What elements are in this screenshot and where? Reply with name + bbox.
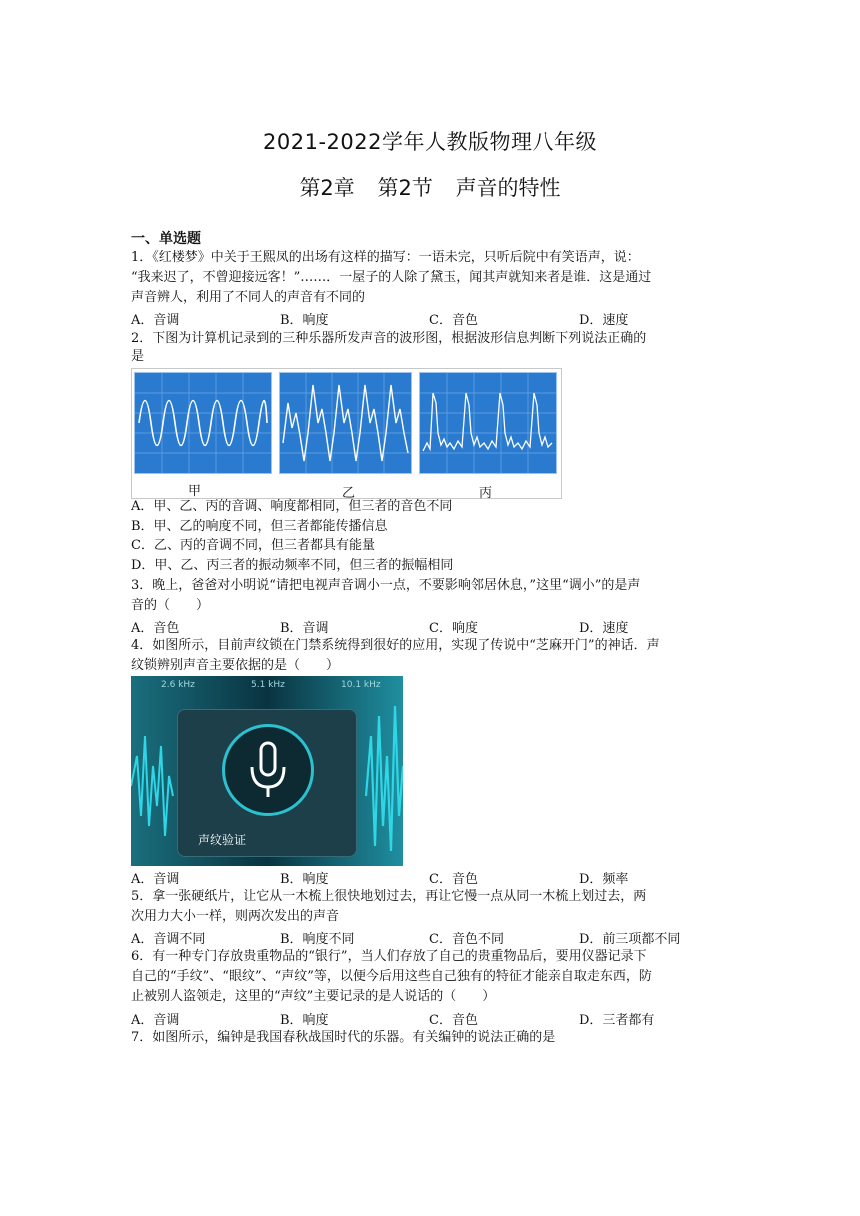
q5-option-a: A．音调不同: [131, 932, 206, 947]
q6-line-2: 自己的“手纹”、“眼纹”、“声纹”等，以便今后用这些自己独有的特征才能亲自取走东西，防: [131, 969, 652, 984]
q4-option-c: C．音色: [429, 872, 478, 887]
waveform-figure: [131, 368, 562, 499]
q3-option-c: C．响度: [429, 621, 478, 636]
q5-option-b: B．响度不同: [280, 932, 355, 947]
q5-option-c: C．音色不同: [429, 932, 504, 947]
freq-label-1: 2.6 kHz: [161, 680, 195, 690]
voiceprint-caption: 声纹验证: [198, 833, 247, 847]
q4-option-a: A．音调: [131, 872, 180, 887]
voiceprint-image: [131, 676, 403, 866]
waveform-panel-bing: [419, 372, 557, 474]
waveform-panel-yi: [279, 372, 412, 474]
q3-option-d: D．速度: [579, 621, 629, 636]
figure-label-yi: 乙: [342, 486, 356, 501]
figure-label-jia: 甲: [188, 484, 202, 499]
q3-option-a: A．音色: [131, 621, 180, 636]
freq-label-3: 10.1 kHz: [341, 680, 381, 690]
q6-option-c: C．音色: [429, 1013, 478, 1028]
q3-line-2: 音的（ ）: [131, 598, 210, 613]
q4-line-1: 4．如图所示，目前声纹锁在门禁系统得到很好的应用，实现了传说中“芝麻开门”的神话．声: [131, 638, 660, 653]
q1-line-3: 声音辨人，利用了不同人的声音有不同的: [131, 290, 366, 305]
q4-options: [131, 868, 731, 886]
q6-options: [131, 1009, 731, 1027]
microphone-icon: [222, 724, 314, 816]
q1-option-b: B．响度: [280, 313, 329, 328]
q4-line-2: 纹锁辨别声音主要依据的是（ ）: [131, 658, 340, 673]
q5-option-d: D．前三项都不同: [579, 932, 681, 947]
section-label: 第2节: [377, 176, 433, 200]
q3-options: [131, 617, 731, 635]
q5-options: [131, 928, 731, 946]
section-title: 一、单选题: [131, 231, 201, 247]
q2-choice-d: D．甲、乙、丙三者的振动频率不同，但三者的振幅相同: [131, 558, 454, 573]
figure-label-bing: 丙: [479, 486, 493, 501]
waveform-yi-graph: [280, 373, 411, 473]
chapter-label: 第2章: [299, 176, 355, 200]
q2-line-1: 2．下图为计算机记录到的三种乐器所发声音的波形图，根据波形信息判断下列说法正确的: [131, 331, 647, 346]
q1-option-d: D．速度: [579, 313, 629, 328]
q2-line-2: 是: [131, 349, 145, 364]
waveform-bing-graph: [420, 373, 556, 473]
q4-option-d: D．频率: [579, 872, 629, 887]
q5-line-1: 5．拿一张硬纸片，让它从一木梳上很快地划过去，再让它慢一点从同一木梳上划过去，两: [131, 889, 647, 904]
document-title: 2021-2022学年人教版物理八年级: [263, 130, 597, 154]
q7-line-1: 7．如图所示，编钟是我国春秋战国时代的乐器。有关编钟的说法正确的是: [131, 1030, 556, 1045]
q1-option-c: C．音色: [429, 313, 478, 328]
q6-line-3: 止被别人盗领走，这里的“声纹”主要记录的是人说话的（ ）: [131, 989, 496, 1004]
q1-line-1: 1．《红楼梦》中关于王熙凤的出场有这样的描写：一语未完，只听后院中有笑语声，说：: [131, 250, 640, 265]
q2-choice-a: A．甲、乙、丙的音调、响度都相同，但三者的音色不同: [131, 499, 453, 514]
chapter-heading: [0, 172, 860, 202]
q6-option-b: B．响度: [280, 1013, 329, 1028]
verification-card: [177, 709, 357, 857]
q6-line-1: 6．有一种专门存放贵重物品的“银行”，当人们存放了自己的贵重物品后，要用仪器记录下: [131, 949, 647, 964]
topic-label: 声音的特性: [455, 176, 561, 200]
q1-line-2: “我来迟了，不曾迎接远客！”……．一屋子的人除了黛玉，闻其声就知来者是谁．这是通过: [131, 270, 652, 285]
q6-option-a: A．音调: [131, 1013, 180, 1028]
q2-choice-c: C．乙、丙的音调不同，但三者都具有能量: [131, 538, 375, 553]
q4-option-b: B．响度: [280, 872, 329, 887]
freq-label-2: 5.1 kHz: [251, 680, 285, 690]
q6-option-d: D．三者都有: [579, 1013, 655, 1028]
q1-option-a: A．音调: [131, 313, 180, 328]
q2-choice-b: B．甲、乙的响度不同，但三者都能传播信息: [131, 519, 388, 534]
waveform-jia-graph: [135, 373, 271, 473]
waveform-panel-jia: [134, 372, 272, 474]
q3-line-1: 3．晚上，爸爸对小明说“请把电视声音调小一点，不要影响邻居休息，”这里“调小”的是声: [131, 578, 641, 593]
q5-line-2: 次用力大小一样，则两次发出的声音: [131, 909, 340, 924]
q3-option-b: B．音调: [280, 621, 329, 636]
q1-options: [131, 309, 731, 327]
